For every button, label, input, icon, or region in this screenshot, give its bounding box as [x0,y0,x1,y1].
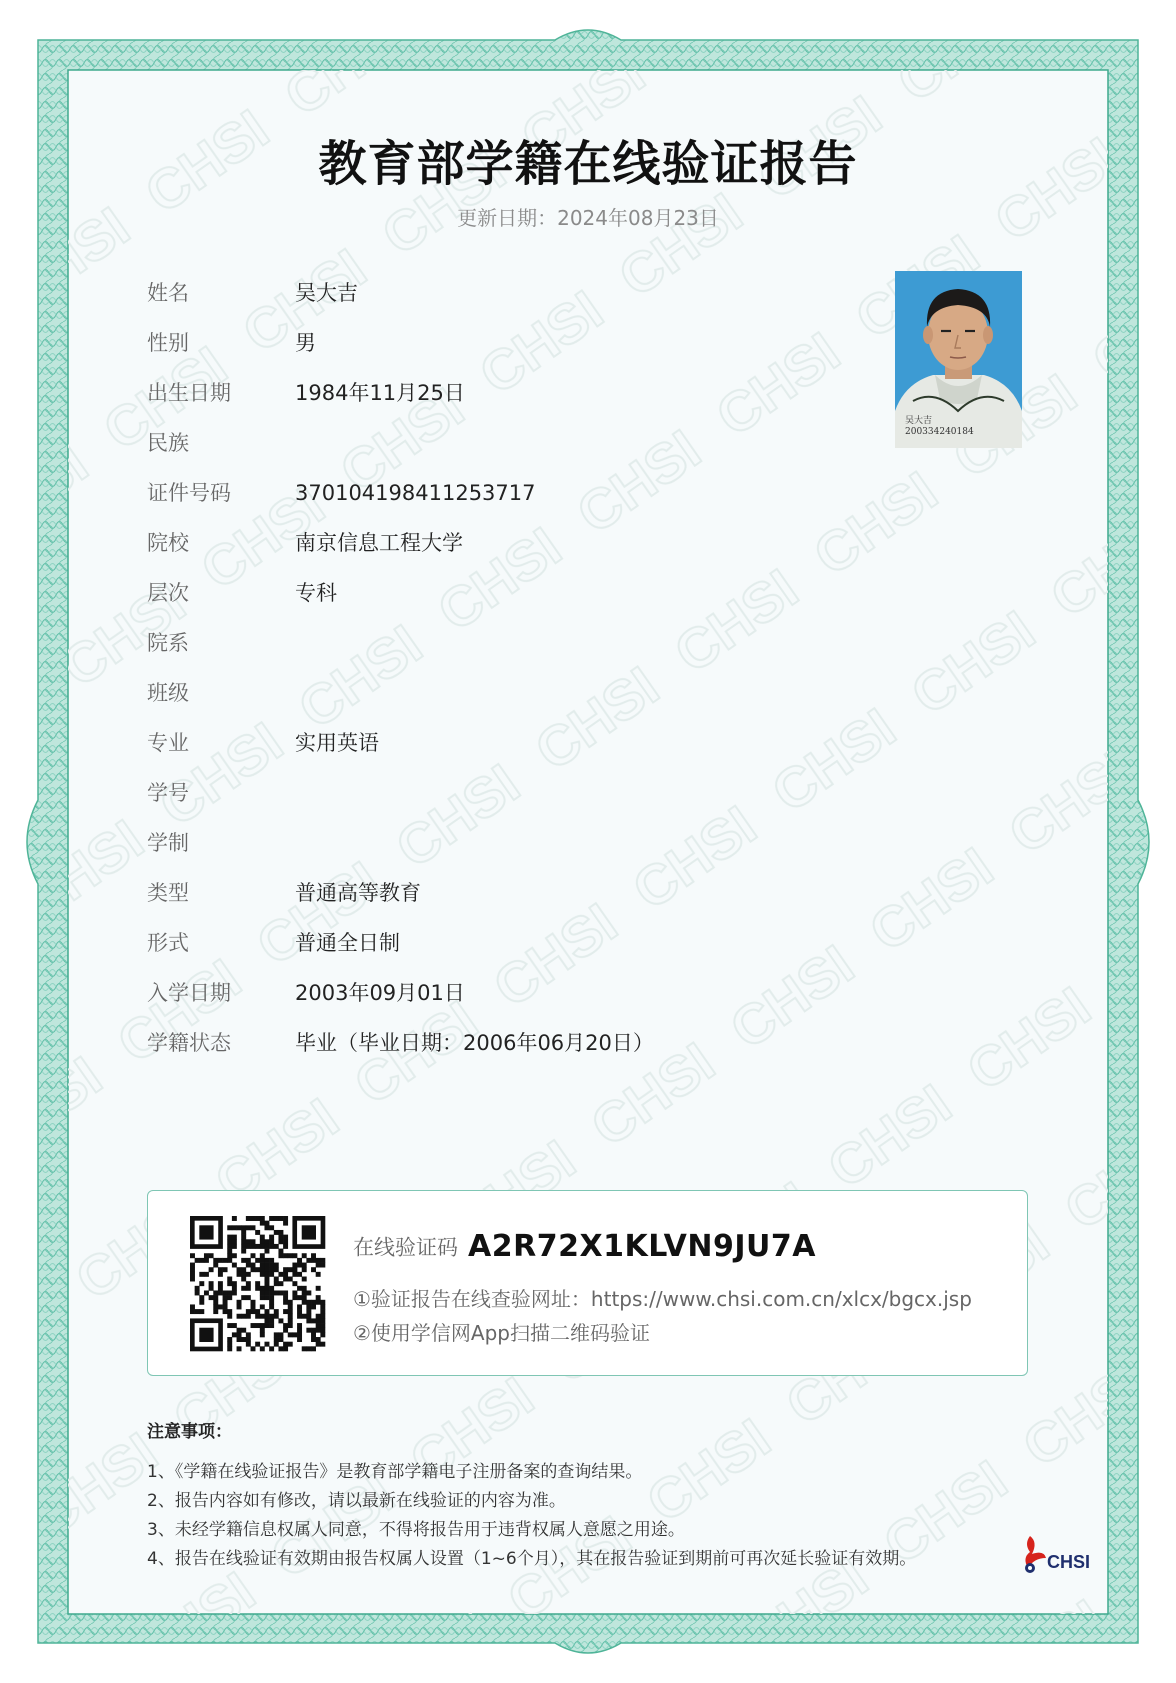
field-label: 学号 [147,781,189,805]
verification-code-label: 在线验证码 [353,1235,458,1260]
field-row-status [147,1028,847,1058]
note-item: 2、报告内容如有修改，请以最新在线验证的内容为准。 [147,1491,566,1511]
field-row-school [147,528,847,558]
field-row-major [147,728,847,758]
verification-url-hint: ①验证报告在线查验网址：https://www.chsi.com.cn/xlcx/bgcx.jsp [353,1287,972,1311]
field-row-gender [147,328,847,358]
photo-caption-number: 200334240184 [905,427,974,437]
field-row-id-number [147,478,847,508]
page-title: 教育部学籍在线验证报告 [318,136,858,192]
verification-app-hint: ②使用学信网App扫描二维码验证 [353,1321,651,1345]
field-label: 证件号码 [147,481,231,505]
field-label: 性别 [147,331,189,355]
field-row-duration [147,828,847,858]
field-row-ethnicity [147,428,847,458]
field-value: 2003年09月01日 [295,981,465,1005]
field-label: 入学日期 [147,981,231,1005]
qr-code[interactable] [186,1212,329,1355]
notes-title: 注意事项： [147,1422,232,1442]
field-value: 毕业（毕业日期：2006年06月20日） [295,1031,654,1055]
field-label: 层次 [147,581,189,605]
note-item: 1、《学籍在线验证报告》是教育部学籍电子注册备案的查询结果。 [147,1462,643,1482]
verification-box [147,1190,1028,1376]
field-label: 形式 [147,931,189,955]
field-value: 实用英语 [295,731,379,755]
field-row-name [147,278,847,308]
photo-caption [905,416,985,438]
field-row-birth-date [147,378,847,408]
id-photo [895,271,1022,448]
field-label: 院校 [147,531,189,555]
field-label: 姓名 [147,281,189,305]
note-item: 4、报告在线验证有效期由报告权属人设置（1~6个月），其在报告验证到期前可再次延长验证有效期。 [147,1549,917,1569]
chsi-logo-text: CHSI [1047,1552,1091,1572]
field-label: 学制 [147,831,189,855]
verification-code-value: A2R72X1KLVN9JU7A [468,1229,816,1264]
note-item: 3、未经学籍信息权属人同意，不得将报告用于违背权属人意愿之用途。 [147,1520,685,1540]
update-date-label: 更新日期： [457,206,558,230]
field-value: 男 [295,331,316,355]
field-value: 370104198411253717 [295,481,536,505]
field-row-department [147,628,847,658]
field-value: 1984年11月25日 [295,381,465,405]
field-row-enrollment-date [147,978,847,1008]
field-row-level [147,578,847,608]
verification-code-line [353,1229,816,1264]
update-date-value: 2024年08月23日 [557,206,719,230]
field-label: 班级 [147,681,189,705]
field-row-type [147,878,847,908]
field-value: 普通全日制 [295,931,400,955]
field-value: 普通高等教育 [295,881,421,905]
field-row-student-id [147,778,847,808]
field-label: 学籍状态 [147,1031,231,1055]
update-date [0,202,1176,231]
field-row-form [147,928,847,958]
field-value: 吴大吉 [295,281,358,305]
field-label: 出生日期 [147,381,231,405]
field-value: 专科 [295,581,337,605]
field-row-class [147,678,847,708]
field-value: 南京信息工程大学 [295,531,463,555]
field-label: 民族 [147,431,189,455]
field-label: 专业 [147,731,189,755]
field-label: 类型 [147,881,189,905]
field-label: 院系 [147,631,189,655]
photo-caption-name: 吴大吉 [905,416,933,426]
